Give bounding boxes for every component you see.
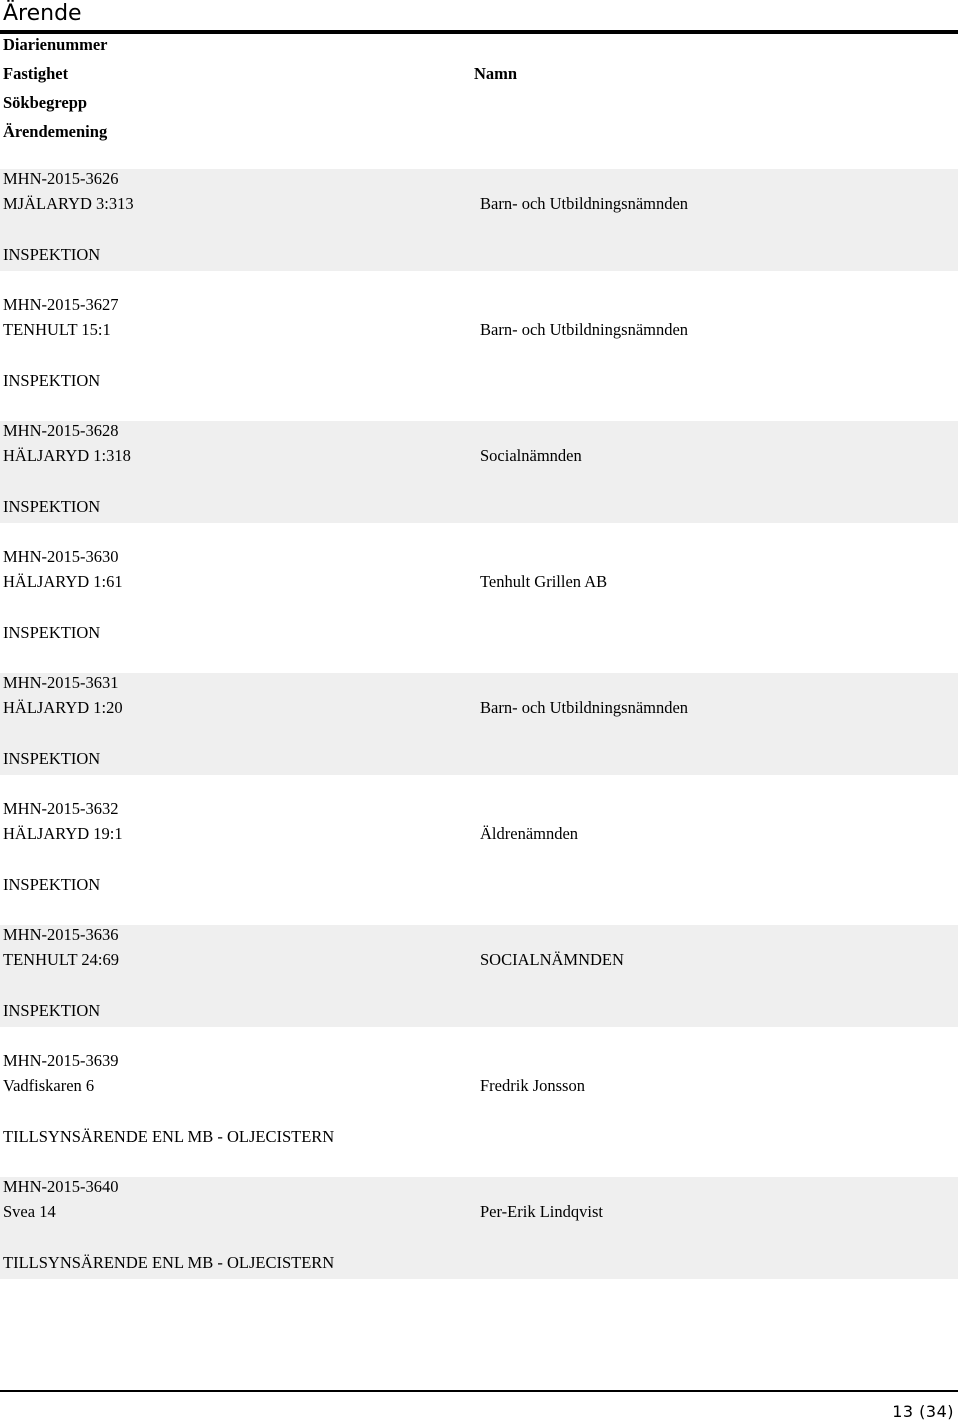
property-name: HÄLJARYD 1:61 [3,572,123,591]
case-description: INSPEKTION [3,371,101,390]
party-name: Fredrik Jonsson [480,1076,585,1095]
party-name: Socialnämnden [480,446,582,465]
case-number: MHN-2015-3636 [3,925,119,944]
case-description: INSPEKTION [3,749,101,768]
case-record [0,925,958,1027]
case-number: MHN-2015-3639 [3,1051,119,1070]
case-record [0,547,958,649]
top-divider [0,30,958,34]
case-description: INSPEKTION [3,245,101,264]
property-name: TENHULT 15:1 [3,320,111,339]
case-record [0,799,958,901]
case-record [0,673,958,775]
party-name: SOCIALNÄMNDEN [480,950,624,969]
footer-divider [0,1390,958,1392]
page-title: Ärende [3,1,82,26]
case-record [0,295,958,397]
case-record [0,421,958,523]
property-name: HÄLJARYD 1:20 [3,698,123,717]
case-description: INSPEKTION [3,623,101,642]
case-number: MHN-2015-3640 [3,1177,119,1196]
case-description: TILLSYNSÄRENDE ENL MB - OLJECISTERN [3,1127,335,1146]
property-name: MJÄLARYD 3:313 [3,194,134,213]
header-namn: Namn [474,64,518,83]
party-name: Barn- och Utbildningsnämnden [480,698,689,717]
case-number: MHN-2015-3626 [3,169,119,188]
case-description: INSPEKTION [3,497,101,516]
property-name: Vadfiskaren 6 [3,1076,95,1095]
header-arendemening: Ärendemening [3,122,108,141]
case-number: MHN-2015-3632 [3,799,119,818]
party-name: Per-Erik Lindqvist [480,1202,603,1221]
case-description: INSPEKTION [3,1001,101,1020]
case-number: MHN-2015-3630 [3,547,119,566]
case-record [0,169,958,271]
party-name: Barn- och Utbildningsnämnden [480,320,689,339]
case-number: MHN-2015-3628 [3,421,119,440]
party-name: Äldrenämnden [480,824,579,843]
case-record [0,1051,958,1153]
case-record [0,1177,958,1279]
property-name: HÄLJARYD 19:1 [3,824,123,843]
case-description: TILLSYNSÄRENDE ENL MB - OLJECISTERN [3,1253,335,1272]
property-name: TENHULT 24:69 [3,950,119,969]
case-number: MHN-2015-3627 [3,295,119,314]
party-name: Barn- och Utbildningsnämnden [480,194,689,213]
header-sokbegrepp: Sökbegrepp [3,93,88,112]
header-fastighet: Fastighet [3,64,69,83]
party-name: Tenhult Grillen AB [480,572,608,591]
property-name: Svea 14 [3,1202,56,1221]
property-name: HÄLJARYD 1:318 [3,446,131,465]
case-description: INSPEKTION [3,875,101,894]
page-number: 13 (34) [892,1402,954,1421]
case-number: MHN-2015-3631 [3,673,119,692]
header-diarienummer: Diarienummer [3,35,108,54]
